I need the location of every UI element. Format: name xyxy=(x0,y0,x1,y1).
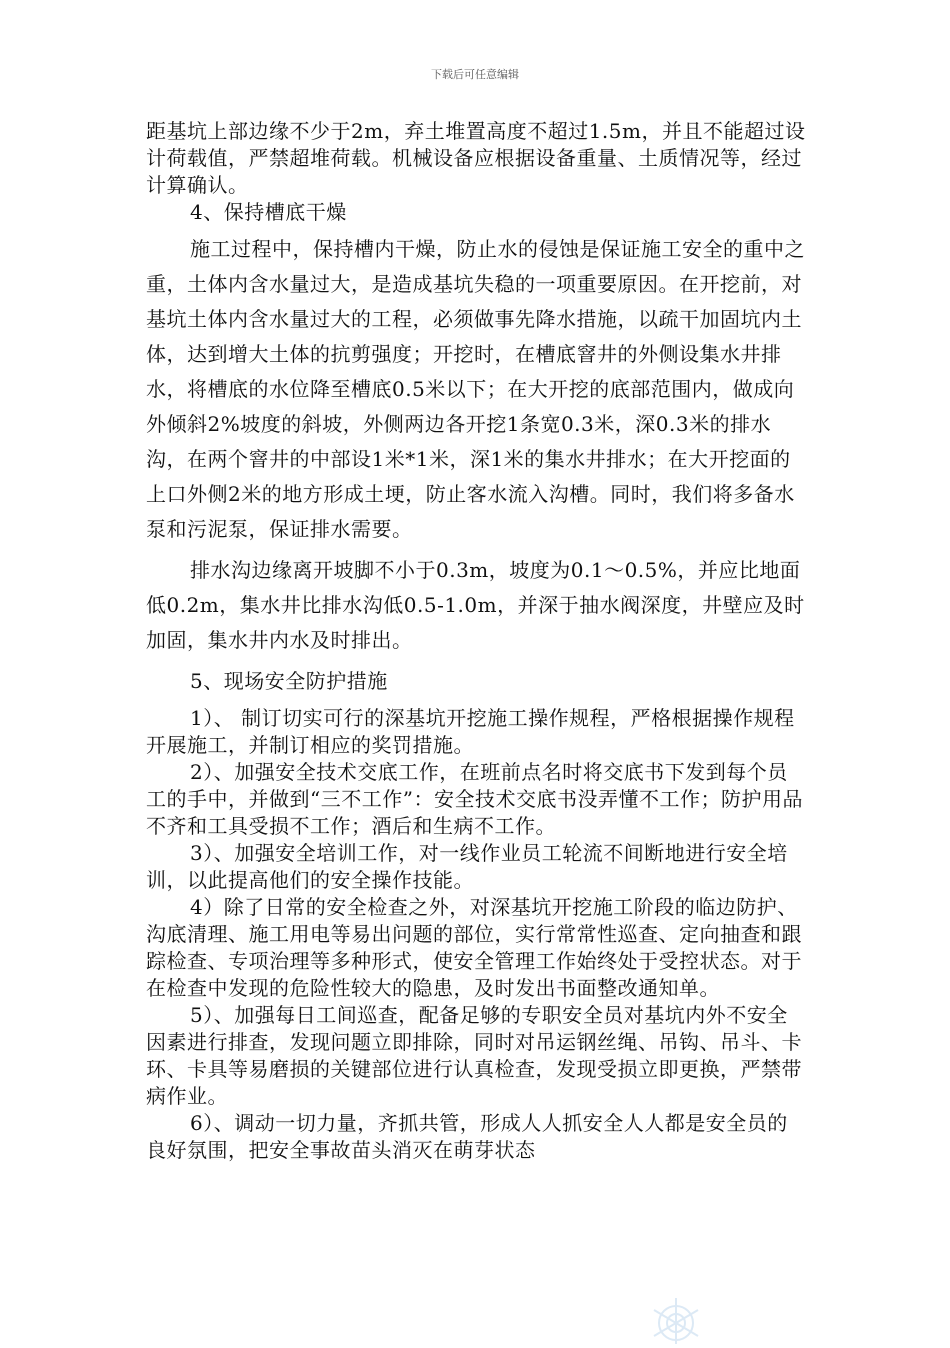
list-item-6: 6）、调动一切力量，齐抓共管，形成人人抓安全人人都是安全员的良好氛围，把安全事故苗头消灭在萌芽状态 xyxy=(146,1111,788,1162)
paragraph-soil-load: 距基坑上部边缘不少于2m，弃土堆置高度不超过1.5m，并且不能超过设计荷载值，严禁超堆荷载。机械设备应根据设备重量、土质情况等，经过计算确认。 xyxy=(146,119,806,197)
heading-safety-measures: 5、现场安全防护措施 xyxy=(190,669,388,693)
paragraph-drainage-ditch: 排水沟边缘离开坡脚不小于0.3m，坡度为0.1～0.5%，并应比地面低0.2m，集水井比排水沟低0.5-1.0m，并深于抽水阀深度，井壁应及时加固，集水井内水及时排出。 xyxy=(146,558,805,652)
watermark-snowflake-icon xyxy=(636,1290,716,1344)
heading-keep-trench-dry: 4、保持槽底干燥 xyxy=(190,200,347,224)
list-item-2: 2）、加强安全技术交底工作，在班前点名时将交底书下发到每个员工的手中，并做到“三不工作”：安全技术交底书没弄懂不工作；防护用品不齐和工具受损不工作；酒后和生病不工作。 xyxy=(146,760,803,838)
list-item-4: 4）除了日常的安全检查之外，对深基坑开挖施工阶段的临边防护、沟底清理、施工用电等易出问题的部位，实行常常性巡查、定向抽查和跟踪检查、专项治理等多种形式，使安全管理工作始终处于受控状态。对于在检查中发现的危险性较大的隐患，及时发出书面整改通知单。 xyxy=(146,895,802,1000)
page-header: 下载后可任意编辑 xyxy=(431,68,519,81)
paragraph-dewatering: 施工过程中，保持槽内干燥，防止水的侵蚀是保证施工安全的重中之重，土体内含水量过大，是造成基坑失稳的一项重要原因。在开挖前，对基坑土体内含水量过大的工程，必须做事先降水措施，以疏干加固坑内土体，达到增大土体的抗剪强度；开挖时，在槽底窨井的外侧设集水井排水，将槽底的水位降至槽底0.5米以下；在大开挖的底部范围内，做成向外倾斜2%坡度的斜坡，外侧两边各开挖1条宽0.3米，深0.3米的排水沟，在两个窨井的中部设1米*1米，深1米的集水井排水；在大开挖面的上口外侧2米的地方形成土埂，防止客水流入沟槽。同时，我们将多备水泵和污泥泵，保证排水需要。 xyxy=(146,237,805,541)
list-item-5: 5）、加强每日工间巡查，配备足够的专职安全员对基坑内外不安全因素进行排查，发现问题立即排除，同时对吊运钢丝绳、吊钩、吊斗、卡环、卡具等易磨损的关键部位进行认真检查，发现受损立即更换，严禁带病作业。 xyxy=(146,1003,802,1108)
list-item-3: 3）、加强安全培训工作，对一线作业员工轮流不间断地进行安全培训，以此提高他们的安全操作技能。 xyxy=(146,841,788,892)
list-item-1: 1）、 制订切实可行的深基坑开挖施工操作规程，严格根据操作规程开展施工，并制订相应的奖罚措施。 xyxy=(146,706,795,757)
document-body xyxy=(146,118,806,1164)
